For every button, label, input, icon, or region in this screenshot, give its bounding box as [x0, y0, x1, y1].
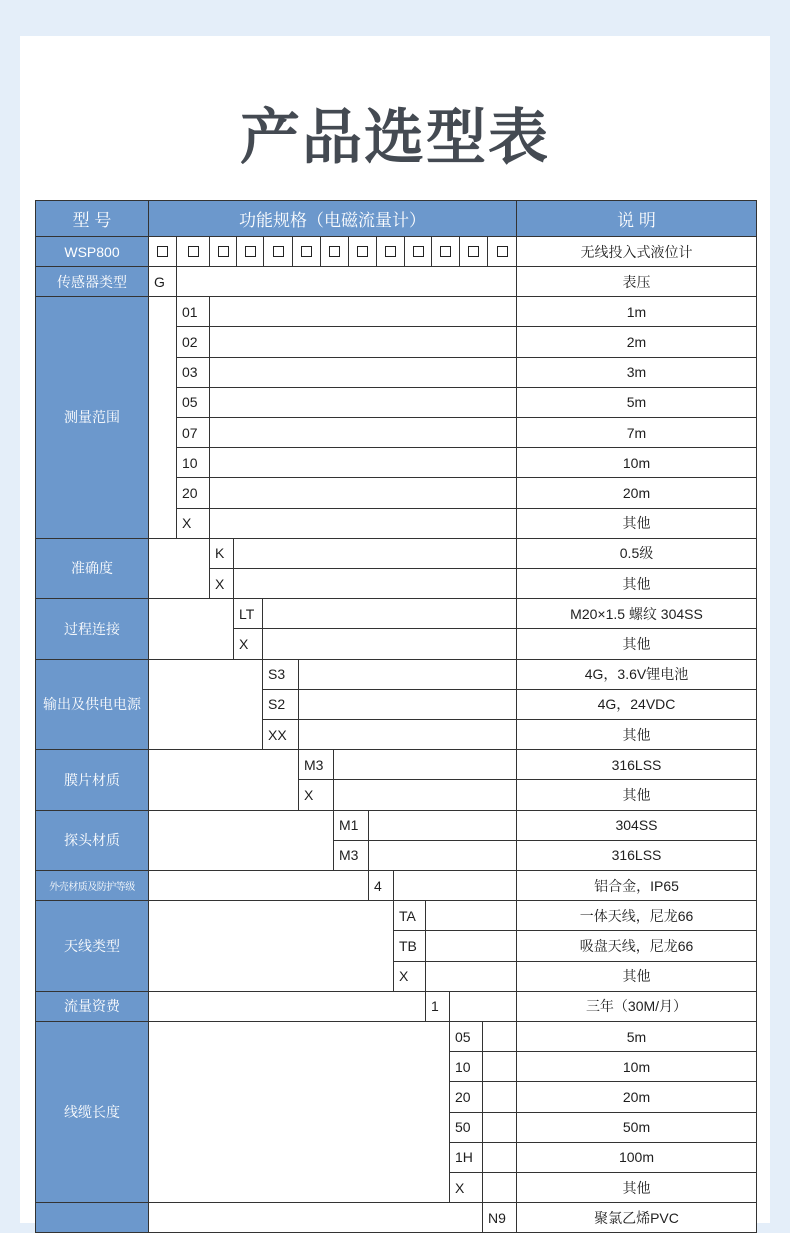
section-label: 探头材质	[35, 810, 149, 871]
option-desc: 吸盘天线，尼龙66	[516, 930, 757, 961]
option-fill	[298, 689, 517, 720]
option-fill	[482, 1081, 517, 1112]
option-code: X	[298, 779, 334, 810]
option-desc: 其他	[516, 508, 757, 539]
page-title: 产品选型表	[240, 103, 550, 173]
header-model: 型 号	[35, 200, 149, 237]
option-code: S2	[262, 689, 299, 720]
code-box-11	[431, 236, 460, 267]
option-code: X	[176, 508, 210, 539]
option-code: 1	[425, 991, 450, 1022]
section-blank	[148, 296, 177, 539]
section-label: 传感器类型	[35, 266, 149, 297]
option-code: S3	[262, 659, 299, 690]
section-blank	[148, 538, 210, 599]
option-fill	[482, 1051, 517, 1082]
option-fill	[209, 447, 517, 478]
option-fill	[482, 1172, 517, 1203]
option-code: K	[209, 538, 234, 569]
option-code: X	[233, 628, 263, 659]
option-code: LT	[233, 598, 263, 629]
option-code: 07	[176, 417, 210, 448]
section-blank	[148, 598, 234, 659]
option-desc: 5m	[516, 1021, 757, 1052]
option-desc: M20×1.5 螺纹 304SS	[516, 598, 757, 629]
model-name: WSP800	[35, 236, 149, 267]
option-fill	[393, 870, 517, 901]
option-desc: 聚氯乙烯PVC	[516, 1202, 757, 1233]
empty-box-icon	[357, 246, 368, 257]
option-fill	[333, 779, 517, 810]
option-desc: 20m	[516, 1081, 757, 1112]
option-code: 20	[449, 1081, 483, 1112]
empty-box-icon	[468, 246, 479, 257]
option-desc: 316LSS	[516, 749, 757, 780]
option-code: N9	[482, 1202, 517, 1233]
option-fill	[482, 1021, 517, 1052]
section-label: 线缆长度	[35, 1021, 149, 1203]
option-code: 1H	[449, 1142, 483, 1173]
code-box-8	[348, 236, 377, 267]
option-code: X	[449, 1172, 483, 1203]
code-box-10	[404, 236, 432, 267]
option-desc: 三年（30M/月）	[516, 991, 757, 1022]
option-desc: 10m	[516, 447, 757, 478]
option-code: G	[148, 266, 177, 297]
option-desc: 4G，24VDC	[516, 689, 757, 720]
option-fill	[333, 749, 517, 780]
option-desc: 一体天线，尼龙66	[516, 900, 757, 931]
option-desc: 100m	[516, 1142, 757, 1173]
option-desc: 5m	[516, 387, 757, 418]
option-code: 20	[176, 477, 210, 508]
code-box-7	[320, 236, 349, 267]
option-desc: 50m	[516, 1112, 757, 1143]
section-label	[35, 1202, 149, 1233]
section-blank	[148, 870, 369, 901]
option-desc: 1m	[516, 296, 757, 327]
section-blank	[148, 991, 426, 1022]
option-desc: 0.5级	[516, 538, 757, 569]
code-box-13	[487, 236, 517, 267]
section-blank	[148, 900, 394, 992]
option-fill	[449, 991, 517, 1022]
empty-box-icon	[273, 246, 284, 257]
option-fill	[482, 1142, 517, 1173]
code-box-5	[263, 236, 293, 267]
code-box-2	[176, 236, 210, 267]
option-fill	[298, 719, 517, 750]
option-desc: 其他	[516, 779, 757, 810]
option-code: TB	[393, 930, 426, 961]
empty-box-icon	[218, 246, 229, 257]
option-desc: 铝合金，IP65	[516, 870, 757, 901]
option-desc: 表压	[516, 266, 757, 297]
empty-box-icon	[188, 246, 199, 257]
header-desc: 说 明	[516, 200, 757, 237]
option-fill	[209, 357, 517, 388]
option-desc: 其他	[516, 1172, 757, 1203]
option-code: M3	[333, 840, 369, 871]
empty-box-icon	[497, 246, 508, 257]
option-fill	[425, 900, 517, 931]
section-label: 测量范围	[35, 296, 149, 539]
option-desc: 其他	[516, 719, 757, 750]
option-desc: 其他	[516, 961, 757, 992]
option-fill	[209, 508, 517, 539]
option-code: 10	[176, 447, 210, 478]
code-box-12	[459, 236, 488, 267]
option-desc: 其他	[516, 568, 757, 599]
option-desc: 20m	[516, 477, 757, 508]
option-fill	[368, 810, 517, 841]
option-fill	[176, 266, 517, 297]
model-desc: 无线投入式液位计	[516, 236, 757, 267]
option-code: 03	[176, 357, 210, 388]
section-blank	[148, 1202, 483, 1233]
option-fill	[209, 477, 517, 508]
option-code: 4	[368, 870, 394, 901]
option-code: 02	[176, 326, 210, 357]
option-desc: 10m	[516, 1051, 757, 1082]
section-label: 天线类型	[35, 900, 149, 992]
section-label: 输出及供电电源	[35, 659, 149, 751]
section-label: 准确度	[35, 538, 149, 599]
code-box-9	[376, 236, 405, 267]
section-blank	[148, 810, 334, 871]
option-code: 50	[449, 1112, 483, 1143]
option-desc: 3m	[516, 357, 757, 388]
section-label: 膜片材质	[35, 749, 149, 810]
option-desc: 304SS	[516, 810, 757, 841]
code-box-3	[209, 236, 237, 267]
option-fill	[233, 568, 517, 599]
option-fill	[298, 659, 517, 690]
empty-box-icon	[329, 246, 340, 257]
empty-box-icon	[440, 246, 451, 257]
option-desc: 2m	[516, 326, 757, 357]
option-fill	[233, 538, 517, 569]
option-fill	[209, 387, 517, 418]
option-fill	[209, 326, 517, 357]
section-blank	[148, 1021, 450, 1203]
option-fill	[209, 296, 517, 327]
section-blank	[148, 659, 263, 751]
option-desc: 4G，3.6V锂电池	[516, 659, 757, 690]
option-desc: 其他	[516, 628, 757, 659]
section-blank	[148, 749, 299, 810]
option-code: XX	[262, 719, 299, 750]
option-code: TA	[393, 900, 426, 931]
option-fill	[209, 417, 517, 448]
section-label: 过程连接	[35, 598, 149, 659]
code-box-1	[148, 236, 177, 267]
option-fill	[262, 628, 517, 659]
empty-box-icon	[157, 246, 168, 257]
empty-box-icon	[385, 246, 396, 257]
option-fill	[482, 1112, 517, 1143]
option-code: 10	[449, 1051, 483, 1082]
option-desc: 7m	[516, 417, 757, 448]
empty-box-icon	[301, 246, 312, 257]
option-code: 01	[176, 296, 210, 327]
option-code: 05	[176, 387, 210, 418]
section-label: 流量资费	[35, 991, 149, 1022]
section-label: 外壳材质及防护等级	[35, 870, 149, 901]
option-code: X	[209, 568, 234, 599]
option-fill	[425, 930, 517, 961]
option-code: X	[393, 961, 426, 992]
empty-box-icon	[245, 246, 256, 257]
code-box-4	[236, 236, 264, 267]
option-fill	[262, 598, 517, 629]
header-spec: 功能规格（电磁流量计）	[148, 200, 517, 237]
option-code: 05	[449, 1021, 483, 1052]
option-code: M3	[298, 749, 334, 780]
option-desc: 316LSS	[516, 840, 757, 871]
code-box-6	[292, 236, 321, 267]
option-fill	[368, 840, 517, 871]
option-fill	[425, 961, 517, 992]
empty-box-icon	[413, 246, 424, 257]
option-code: M1	[333, 810, 369, 841]
